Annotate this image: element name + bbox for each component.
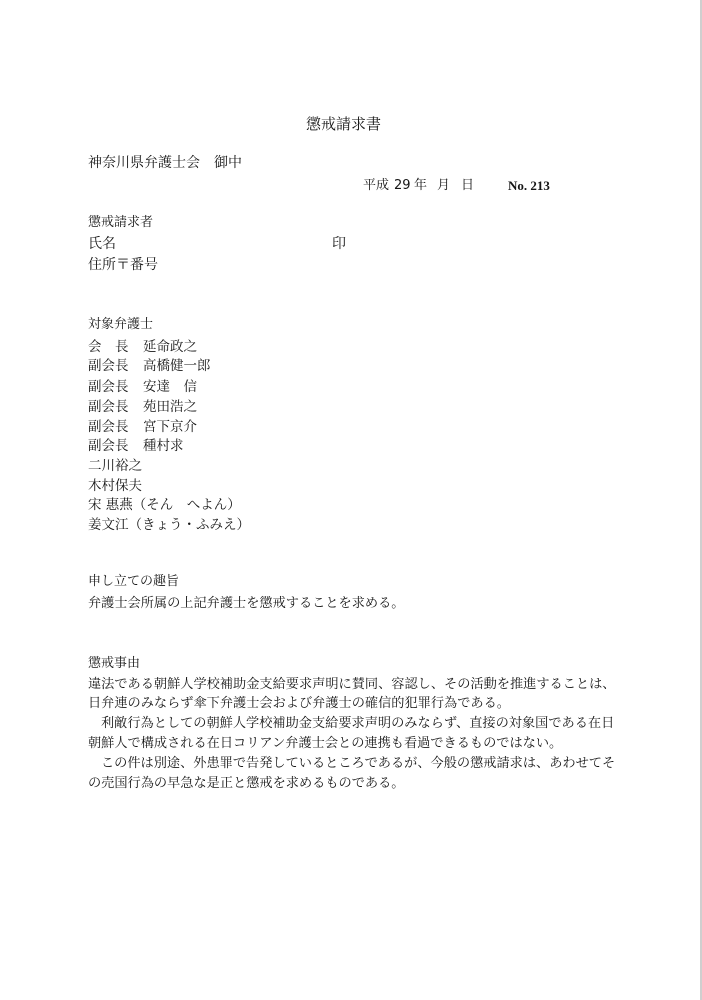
person-name: 延命政之 — [143, 339, 197, 355]
date-year: 29 — [394, 178, 411, 193]
person-name: 姜文江（きょう・ふみえ） — [88, 517, 250, 533]
reason-line: 違法である朝鮮人学校補助金支給要求声明に賛同、容認し、その活動を推進することは、 — [88, 677, 616, 692]
person-name: 高橋健一郎 — [143, 358, 211, 374]
purpose-heading: 申し立ての趣旨 — [88, 574, 180, 589]
address-label: 住所〒番号 — [88, 257, 158, 273]
date-day-label: 日 — [461, 178, 475, 193]
person-name: 二川裕之 — [88, 458, 142, 474]
purpose-text: 弁護士会所属の上記弁護士を懲戒することを求める。 — [88, 596, 405, 611]
target-heading: 対象弁護士 — [88, 317, 154, 332]
date-era: 平成 — [363, 178, 390, 193]
person-role: 副会長 — [88, 379, 129, 395]
reason-line: 朝鮮人で構成される在日コリアン弁護士会との連携も看過できるものではない。 — [88, 736, 563, 751]
addressee: 神奈川県弁護士会 御中 — [88, 155, 242, 171]
person-role: 副会長 — [88, 399, 129, 415]
person-name: 苑田浩之 — [143, 399, 197, 415]
person-name: 宋 惠燕（そん へよん） — [88, 497, 241, 513]
document-number: No. 213 — [508, 178, 550, 193]
reason-line: 利敵行為としての朝鮮人学校補助金支給要求声明のみならず、直接の対象国である在日 — [101, 716, 615, 731]
reason-line: この件は別途、外患罪で告発しているところであるが、今般の懲戒請求は、あわせてそ — [101, 756, 616, 771]
person-name: 木村保夫 — [88, 478, 142, 494]
person-role: 副会長 — [88, 438, 129, 454]
seal-label: 印 — [332, 236, 346, 252]
date-month-label: 月 — [437, 178, 451, 193]
person-name: 種村求 — [143, 438, 184, 454]
reason-line: の売国行為の早急な是正と懲戒を求めるものである。 — [88, 776, 405, 791]
person-role: 会 長 — [88, 339, 129, 355]
reason-line: 日弁連のみならず傘下弁護士会および弁護士の確信的犯罪行為である。 — [88, 696, 510, 711]
document-title: 懲戒請求書 — [306, 115, 382, 133]
requester-heading: 懲戒請求者 — [88, 215, 154, 230]
name-label: 氏名 — [88, 236, 116, 252]
person-role: 副会長 — [88, 358, 129, 374]
date-year-suffix: 年 — [414, 178, 428, 193]
person-name: 宮下京介 — [143, 419, 197, 435]
person-role: 副会長 — [88, 419, 129, 435]
person-name: 安達 信 — [143, 379, 197, 395]
reason-heading: 懲戒事由 — [88, 656, 141, 671]
